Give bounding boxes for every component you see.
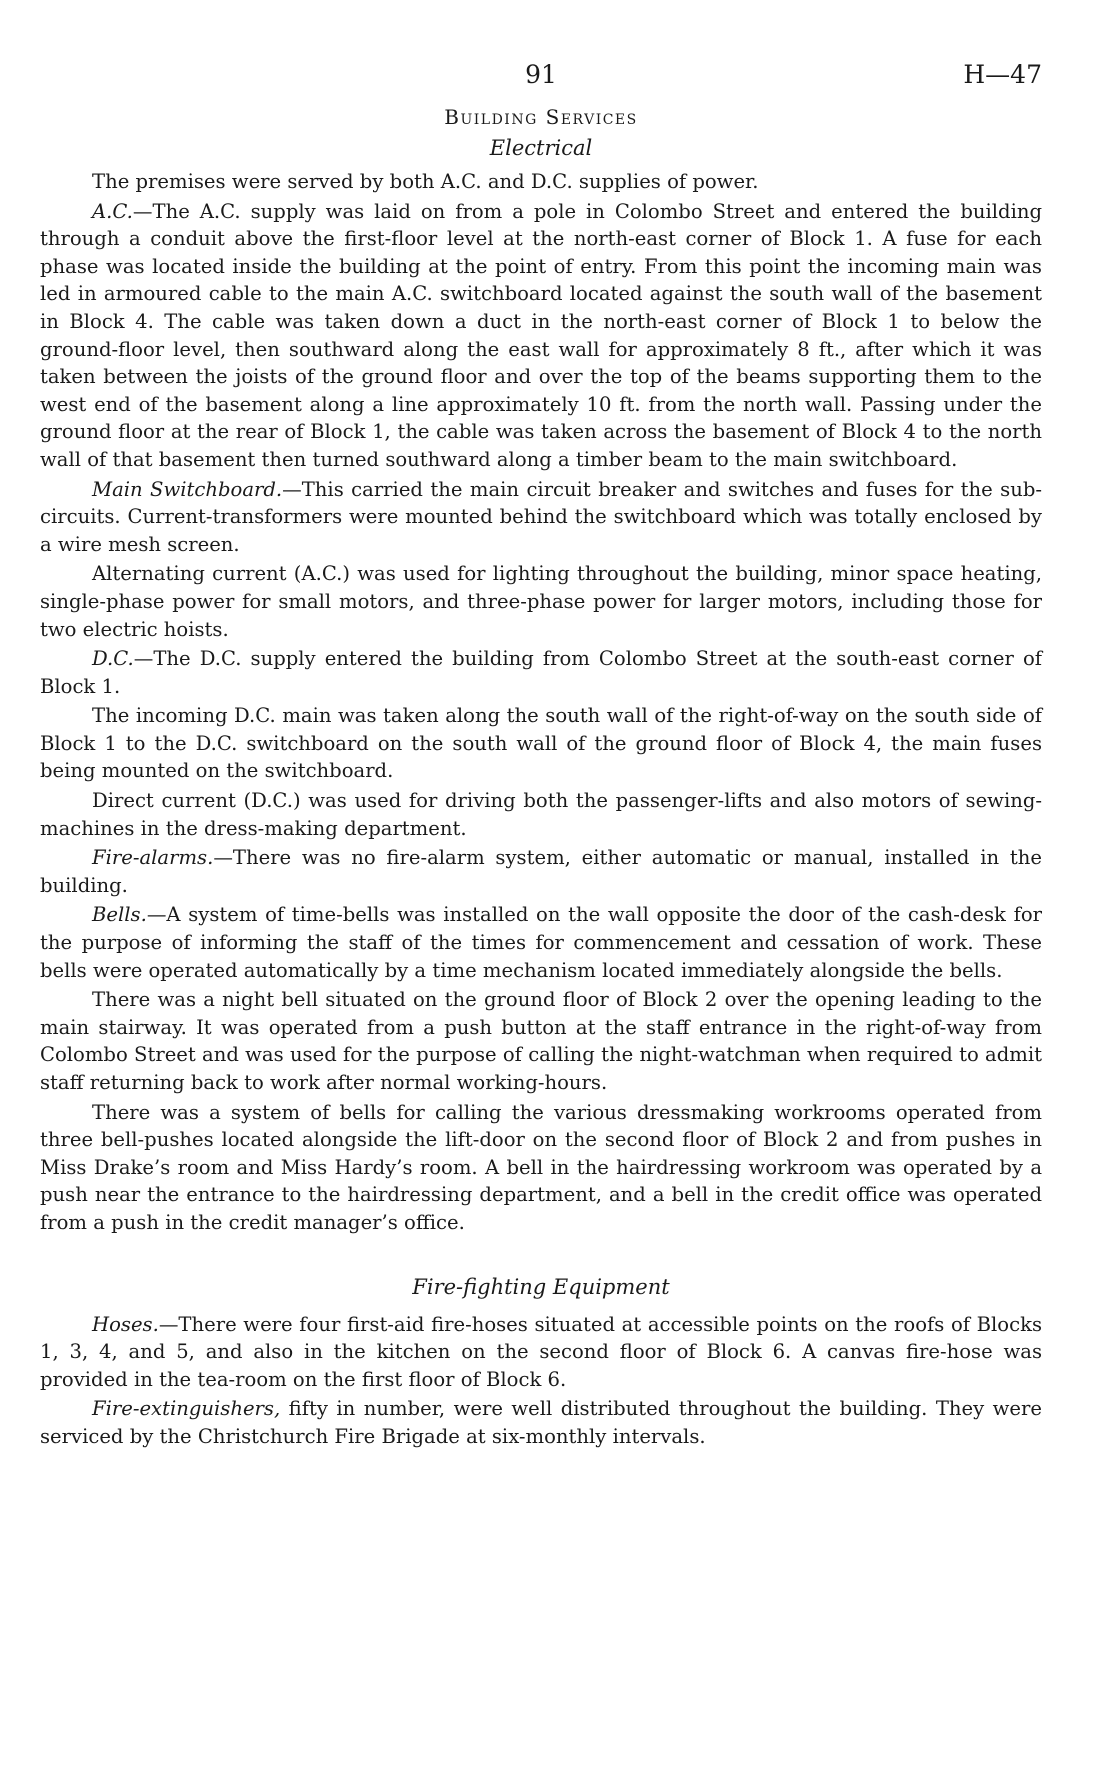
lead-extinguishers: Fire-extinguishers, [92,1397,281,1421]
lead-dc: D.C. [92,647,134,671]
page-number: 91 [525,60,557,89]
text-dc: —The D.C. supply entered the building from Colombo Street at the south-east corner of Block 1. [40,647,1042,698]
paragraph-extinguishers [40,1395,1042,1450]
paragraph-dc-usage: Direct current (D.C.) was used for driving both the passenger-lifts and also motors of sewing-machines in the dress-making department. [40,789,1042,840]
paragraph-main-switchboard [40,476,1042,559]
lead-main-switchboard: Main Switchboard. [92,477,283,501]
document-reference: H—47 [963,60,1042,89]
paragraph-dc-main: The incoming D.C. main was taken along the south wall of the right-of-way on the south side of Block 1 to the D.C. switchboard on the south wall of the ground floor of Block 4, the main fuses being mounted on the switchboard. [40,704,1042,783]
document-page [40,48,1042,1453]
text-bells: —A system of time-bells was installed on the wall opposite the door of the cash-desk for the purpose of informing the staff of the times for commencement and cessation of work. These bells were operated automatically by a time mechanism located immediately alongside the bells. [40,903,1042,982]
lead-hoses: Hoses. [92,1312,159,1336]
paragraph-dc-supply [40,645,1042,700]
paragraph-ac-usage: Alternating current (A.C.) was used for lighting throughout the building, minor space heating, single-phase power for small motors, and three-phase power for larger motors, including those for two electric hoists. [40,562,1042,641]
lead-ac: A.C. [92,199,133,223]
paragraph-ac-supply [40,198,1042,474]
text-fire-alarms: —There was no fire-alarm system, either automatic or manual, installed in the building. [40,846,1042,897]
text-extinguishers: fifty in number, were well distributed throughout the building. They were serviced by the Christchurch Fire Brigade at six-monthly intervals. [40,1397,1042,1448]
paragraph-fire-alarms [40,844,1042,899]
text-hoses: —There were four first-aid fire-hoses situated at accessible points on the roofs of Blocks 1, 3, 4, and 5, and also in the kitchen on the second floor of Block 6. A canvas fire-hose was provided in the tea-room on the first floor of Block 6. [40,1312,1042,1391]
paragraph-night-bell: There was a night bell situated on the ground floor of Block 2 over the opening leading to the main stairway. It was operated from a push button at the staff entrance in the right-of-way from Colombo Street and was used for the purpose of calling the night-watchman when required to admit staff returning back to work after normal working-hours. [40,988,1042,1094]
subsection-title-fire-fighting: Fire-fighting Equipment [412,1274,670,1299]
section-title: Building Services [444,105,638,129]
page-header [40,48,1042,102]
text-ac: —The A.C. supply was laid on from a pole in Colombo Street and entered the building through a conduit above the first-floor level at the north-east corner of Block 1. A fuse for each phase was located inside the building at the point of entry. From this point the incoming main was led in armoured cable to the main A.C. switchboard located against the south wall of the basement in Block 4. The cable was taken down a duct in the north-east corner of Block 1 to below the ground-floor level, then southward along the east wall for approximately 8 ft., after which it was taken between the joists of the ground floor and over the top of the beams supporting them to the west end of the basement along a line approximately 10 ft. from the north wall. Passing under the ground floor at the rear of Block 1, the cable was taken across the basement of Block 4 to the north wall of that basement then turned southward along a timber beam to the main switchboard. [40,199,1042,471]
lead-fire-alarms: Fire-alarms. [92,846,214,870]
paragraph-workroom-bells: There was a system of bells for calling the various dressmaking workrooms operated from three bell-pushes located alongside the lift-door on the second floor of Block 2 and from pushes in Miss Drake’s room and Miss Hardy’s room. A bell in the hairdressing workroom was operated by a push near the entrance to the hairdressing department, and a bell in the credit office was operated from a push in the credit manager’s office. [40,1100,1042,1234]
paragraph-hoses [40,1311,1042,1394]
text-main-switchboard: —This carried the main circuit breaker and switches and fuses for the sub-circuits. Current-transformers were mounted behind the switchboard which was totally enclosed by a wire mesh screen. [40,477,1042,556]
lead-bells: Bells. [92,903,147,927]
subsection-title-electrical: Electrical [489,136,593,160]
paragraph-intro: The premises were served by both A.C. and D.C. supplies of power. [92,170,759,193]
paragraph-bells [40,901,1042,984]
